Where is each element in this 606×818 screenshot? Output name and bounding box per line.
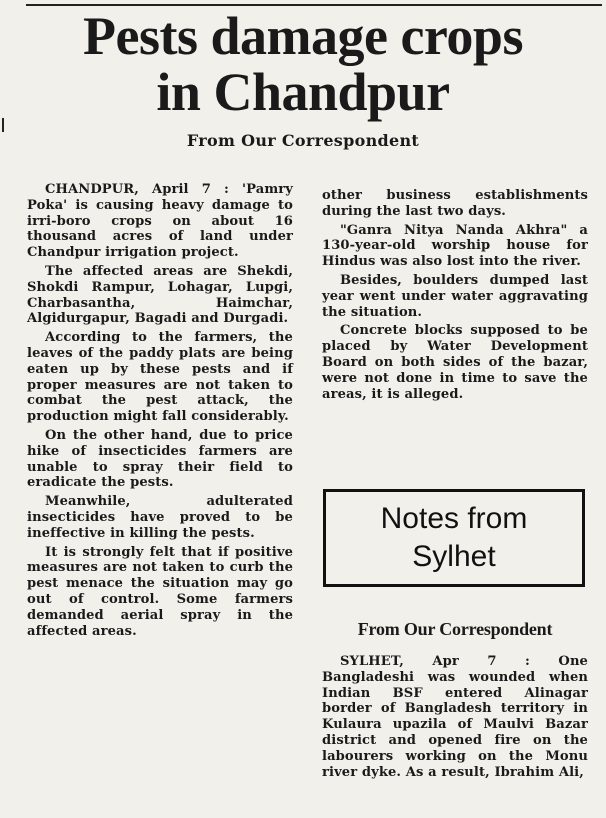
headline — [0, 8, 606, 120]
article-paragraph: The affected areas are Shekdi, Shokdi Rampur, Lohagar, Lupgi, Charbasantha, Haimchar, Algidurgapur, Bagadi and Durgadi. — [27, 263, 293, 327]
sidebar-title-box — [323, 489, 585, 587]
article-paragraph: Besides, boulders dumped last year went under water aggravating the situation. — [322, 272, 588, 320]
article-paragraph: Concrete blocks supposed to be placed by Water Development Board on both sides of the bazar, were not done in time to save the areas, it is alleged. — [322, 323, 588, 402]
article-paragraph: On the other hand, due to price hike of insecticides farmers are unable to spray their field to eradicate the pests. — [27, 427, 293, 491]
sidebar-title-line-2: Sylhet — [412, 540, 496, 573]
sidebar-article — [322, 654, 588, 783]
sidebar-title-line-1: Notes from — [380, 502, 528, 535]
article-paragraph: According to the farmers, the leaves of the paddy plats are being eaten up by these pests and if proper measures are not taken to combat the pest attack, the production might fall considerably. — [27, 330, 293, 425]
article-column-right — [322, 188, 588, 405]
article-column-left — [27, 182, 293, 642]
article-paragraph: Meanwhile, adulterated insecticides have proved to be ineffective in killing the pests. — [27, 494, 293, 541]
article-paragraph: CHANDPUR, April 7 : 'Pamry Poka' is causing heavy damage to irri-boro crops on about 16 thousand acres of land under Chandpur irrigation project. — [27, 182, 293, 261]
sidebar-byline: From Our Correspondent — [357, 619, 553, 639]
byline: From Our Correspondent — [186, 131, 420, 150]
article-paragraph: other business establishments during the last two days. — [322, 188, 588, 219]
headline-line-1: Pests damage crops — [83, 6, 523, 66]
sidebar-paragraph: SYLHET, Apr 7 : One Bangladeshi was wounded when Indian BSF entered Alinagar border of Bangladesh territory in Kulaura upazila of Maulvi Bazar district and opened fire on the labourers working on the Monu river dyke. As a result, Ibrahim Ali, — [322, 654, 588, 780]
article-paragraph: "Ganra Nitya Nanda Akhra" a 130-year-old worship house for Hindus was also lost into the river. — [322, 222, 588, 270]
article-paragraph: It is strongly felt that if positive measures are not taken to curb the pest menace the situation may go out of control. Some farmers demanded aerial spray in the affected areas. — [27, 544, 293, 639]
headline-line-2: in Chandpur — [156, 62, 450, 122]
margin-mark — [2, 118, 4, 132]
